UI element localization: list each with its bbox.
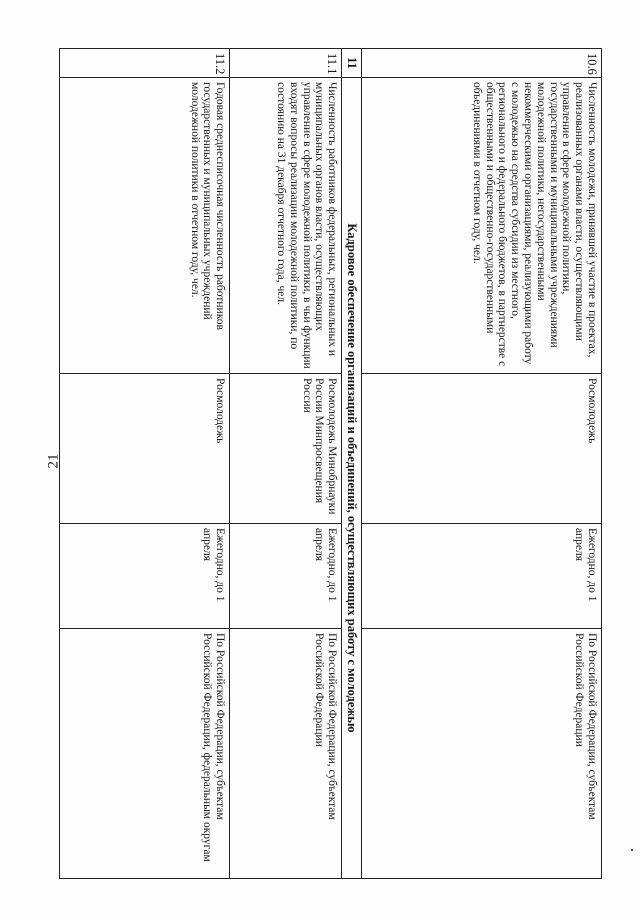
row-number: 11.1 <box>230 49 342 78</box>
responsible-cell: Росмолодежь <box>60 374 230 524</box>
section-title: Кадровое обеспечение организаций и объединений, осуществляющих работу с молодежью <box>342 78 362 879</box>
table-row <box>362 49 602 879</box>
row-number: 11 <box>342 49 362 78</box>
deadline-cell: Ежегодно, до 1 апреля <box>230 524 342 629</box>
indicators-table <box>59 48 602 879</box>
level-cell: По Российской Федерации, субъектам Российской Федерации <box>230 629 342 879</box>
scan-speck <box>631 849 633 851</box>
responsible-cell: Росмолодежь Минобрнауки России Минпросвещения России <box>230 374 342 524</box>
deadline-cell: Ежегодно, до 1 апреля <box>362 524 602 629</box>
page-number: 21 <box>45 453 62 469</box>
level-cell: По Российской Федерации, субъектам Российской Федерации, федеральным округам <box>60 629 230 879</box>
indicator-cell: Численность молодежи, принявшей участие в проектах, реализованных органами власти, осуществляющими управление в сфере молодежной политики, государственными и муниципальными учреждениями молодежной политики, негосударственными некоммерческими организациями, реализующими работу с молодежью на средства субсидии из местного, регионального и федерального бюджетов, в партнерстве с общественными и общественно-государственными объединениями в отчетном году, чел. <box>362 78 602 374</box>
section-row <box>342 49 362 879</box>
indicator-cell: Численность работников федеральных, региональных и муниципальных органов власти, осуществляющих управление в сфере молодежной политики, в чьи функции входят вопросы реализации молодежной политики, по состоянию на 31 декабря отчетного года, чел. <box>230 78 342 374</box>
table-row <box>60 49 230 879</box>
deadline-cell: Ежегодно, до 1 апреля <box>60 524 230 629</box>
responsible-cell: Росмолодежь <box>362 374 602 524</box>
rotated-table-canvas <box>62 48 602 878</box>
table-row <box>230 49 342 879</box>
level-cell: По Российской Федерации, субъектам Российской Федерации <box>362 629 602 879</box>
row-number: 11.2 <box>60 49 230 78</box>
indicator-cell: Годовая среднесписочная численность работников государственных и муниципальных учреждений молодежной политики в отчетном году, чел. <box>60 78 230 374</box>
row-number: 10.6 <box>362 49 602 78</box>
